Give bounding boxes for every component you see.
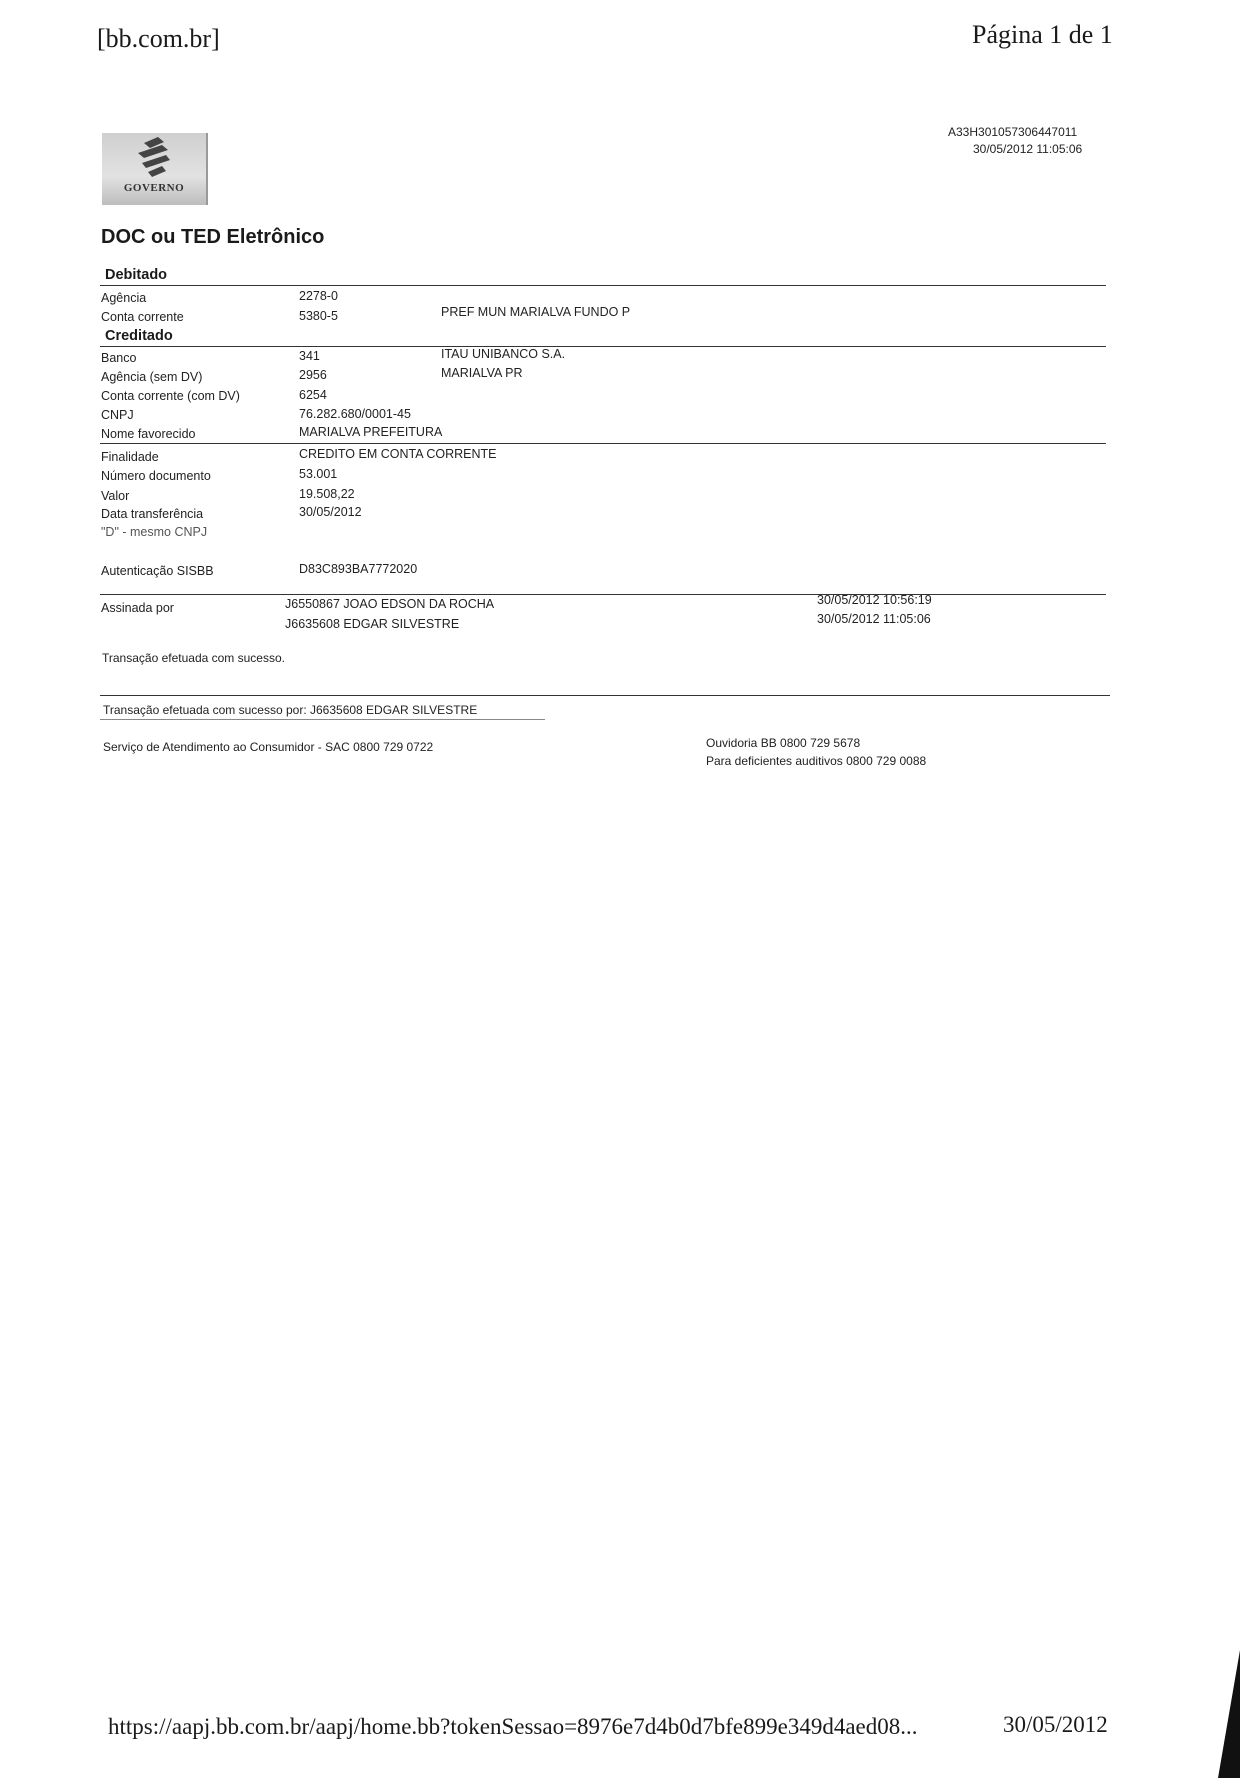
footer-url: https://aapj.bb.com.br/aapj/home.bb?tokenSessao=8976e7d4b0d7bfe899e349d4aed08... [108,1714,918,1739]
document-datetime: 30/05/2012 11:05:06 [973,142,1083,156]
divider [100,443,1106,444]
label-data-transferencia: Data transferência [101,507,204,521]
value-nome-favorecido: MARIALVA PREFEITURA [299,425,443,439]
value-conta-titular: PREF MUN MARIALVA FUNDO P [441,305,631,319]
label-conta-com-dv: Conta corrente (com DV) [101,389,240,403]
value-banco-nome: ITAU UNIBANCO S.A. [441,347,566,361]
value-banco: 341 [299,349,320,363]
signature-name: J6635608 EDGAR SILVESTRE [285,617,460,631]
divider [100,285,1106,286]
section-heading-debitado: Debitado [105,267,168,283]
bb-logo-icon [102,133,206,183]
page-title: DOC ou TED Eletrônico [101,226,325,248]
value-agencia-cidade: MARIALVA PR [441,366,523,380]
label-banco: Banco [101,351,137,365]
value-conta-corrente: 5380-5 [299,309,338,323]
divider [100,346,1106,347]
label-autenticacao: Autenticação SISBB [101,564,214,578]
value-conta-com-dv: 6254 [299,388,327,402]
value-data-transferencia: 30/05/2012 [299,505,362,519]
divider [100,594,1106,595]
label-conta-corrente: Conta corrente [101,310,184,324]
deficientes-contact: Para deficientes auditivos 0800 729 0088 [706,754,927,768]
value-agencia: 2278-0 [299,289,338,303]
label-valor: Valor [101,489,130,503]
ouvidoria-contact: Ouvidoria BB 0800 729 5678 [706,736,861,750]
logo-label: GOVERNO [123,182,185,194]
label-assinada-por: Assinada por [101,601,174,615]
site-header: [bb.com.br] [97,24,220,53]
value-cnpj: 76.282.680/0001-45 [299,407,411,421]
scan-edge-shadow [1208,1650,1240,1778]
label-nome-favorecido: Nome favorecido [101,427,196,441]
label-finalidade: Finalidade [101,450,159,464]
signature-name: J6550867 JOAO EDSON DA ROCHA [285,597,495,611]
label-agencia-sem-dv: Agência (sem DV) [101,370,203,384]
status-by: Transação efetuada com sucesso por: J6635608 EDGAR SILVESTRE [103,703,478,717]
value-finalidade: CREDITO EM CONTA CORRENTE [299,447,497,461]
value-agencia-sem-dv: 2956 [299,368,327,382]
value-autenticacao: D83C893BA7772020 [299,562,418,576]
governo-logo [102,133,208,205]
footer-date: 30/05/2012 [1003,1712,1108,1737]
page-indicator: Página 1 de 1 [972,20,1113,49]
status-message: Transação efetuada com sucesso. [102,651,285,665]
section-heading-creditado: Creditado [105,328,173,344]
signature-datetime: 30/05/2012 10:56:19 [817,593,932,607]
value-numero-documento: 53.001 [299,467,338,481]
label-numero-documento: Número documento [101,469,211,483]
divider [100,719,545,720]
label-cnpj: CNPJ [101,408,134,422]
signature-datetime: 30/05/2012 11:05:06 [817,612,931,626]
label-agencia: Agência [101,291,147,305]
label-mesmo-cnpj: "D" - mesmo CNPJ [101,525,208,539]
sac-contact: Serviço de Atendimento ao Consumidor - SAC 0800 729 0722 [103,740,434,754]
divider [100,695,1110,696]
value-valor: 19.508,22 [299,487,355,501]
document-code: A33H301057306447011 [948,125,1078,139]
